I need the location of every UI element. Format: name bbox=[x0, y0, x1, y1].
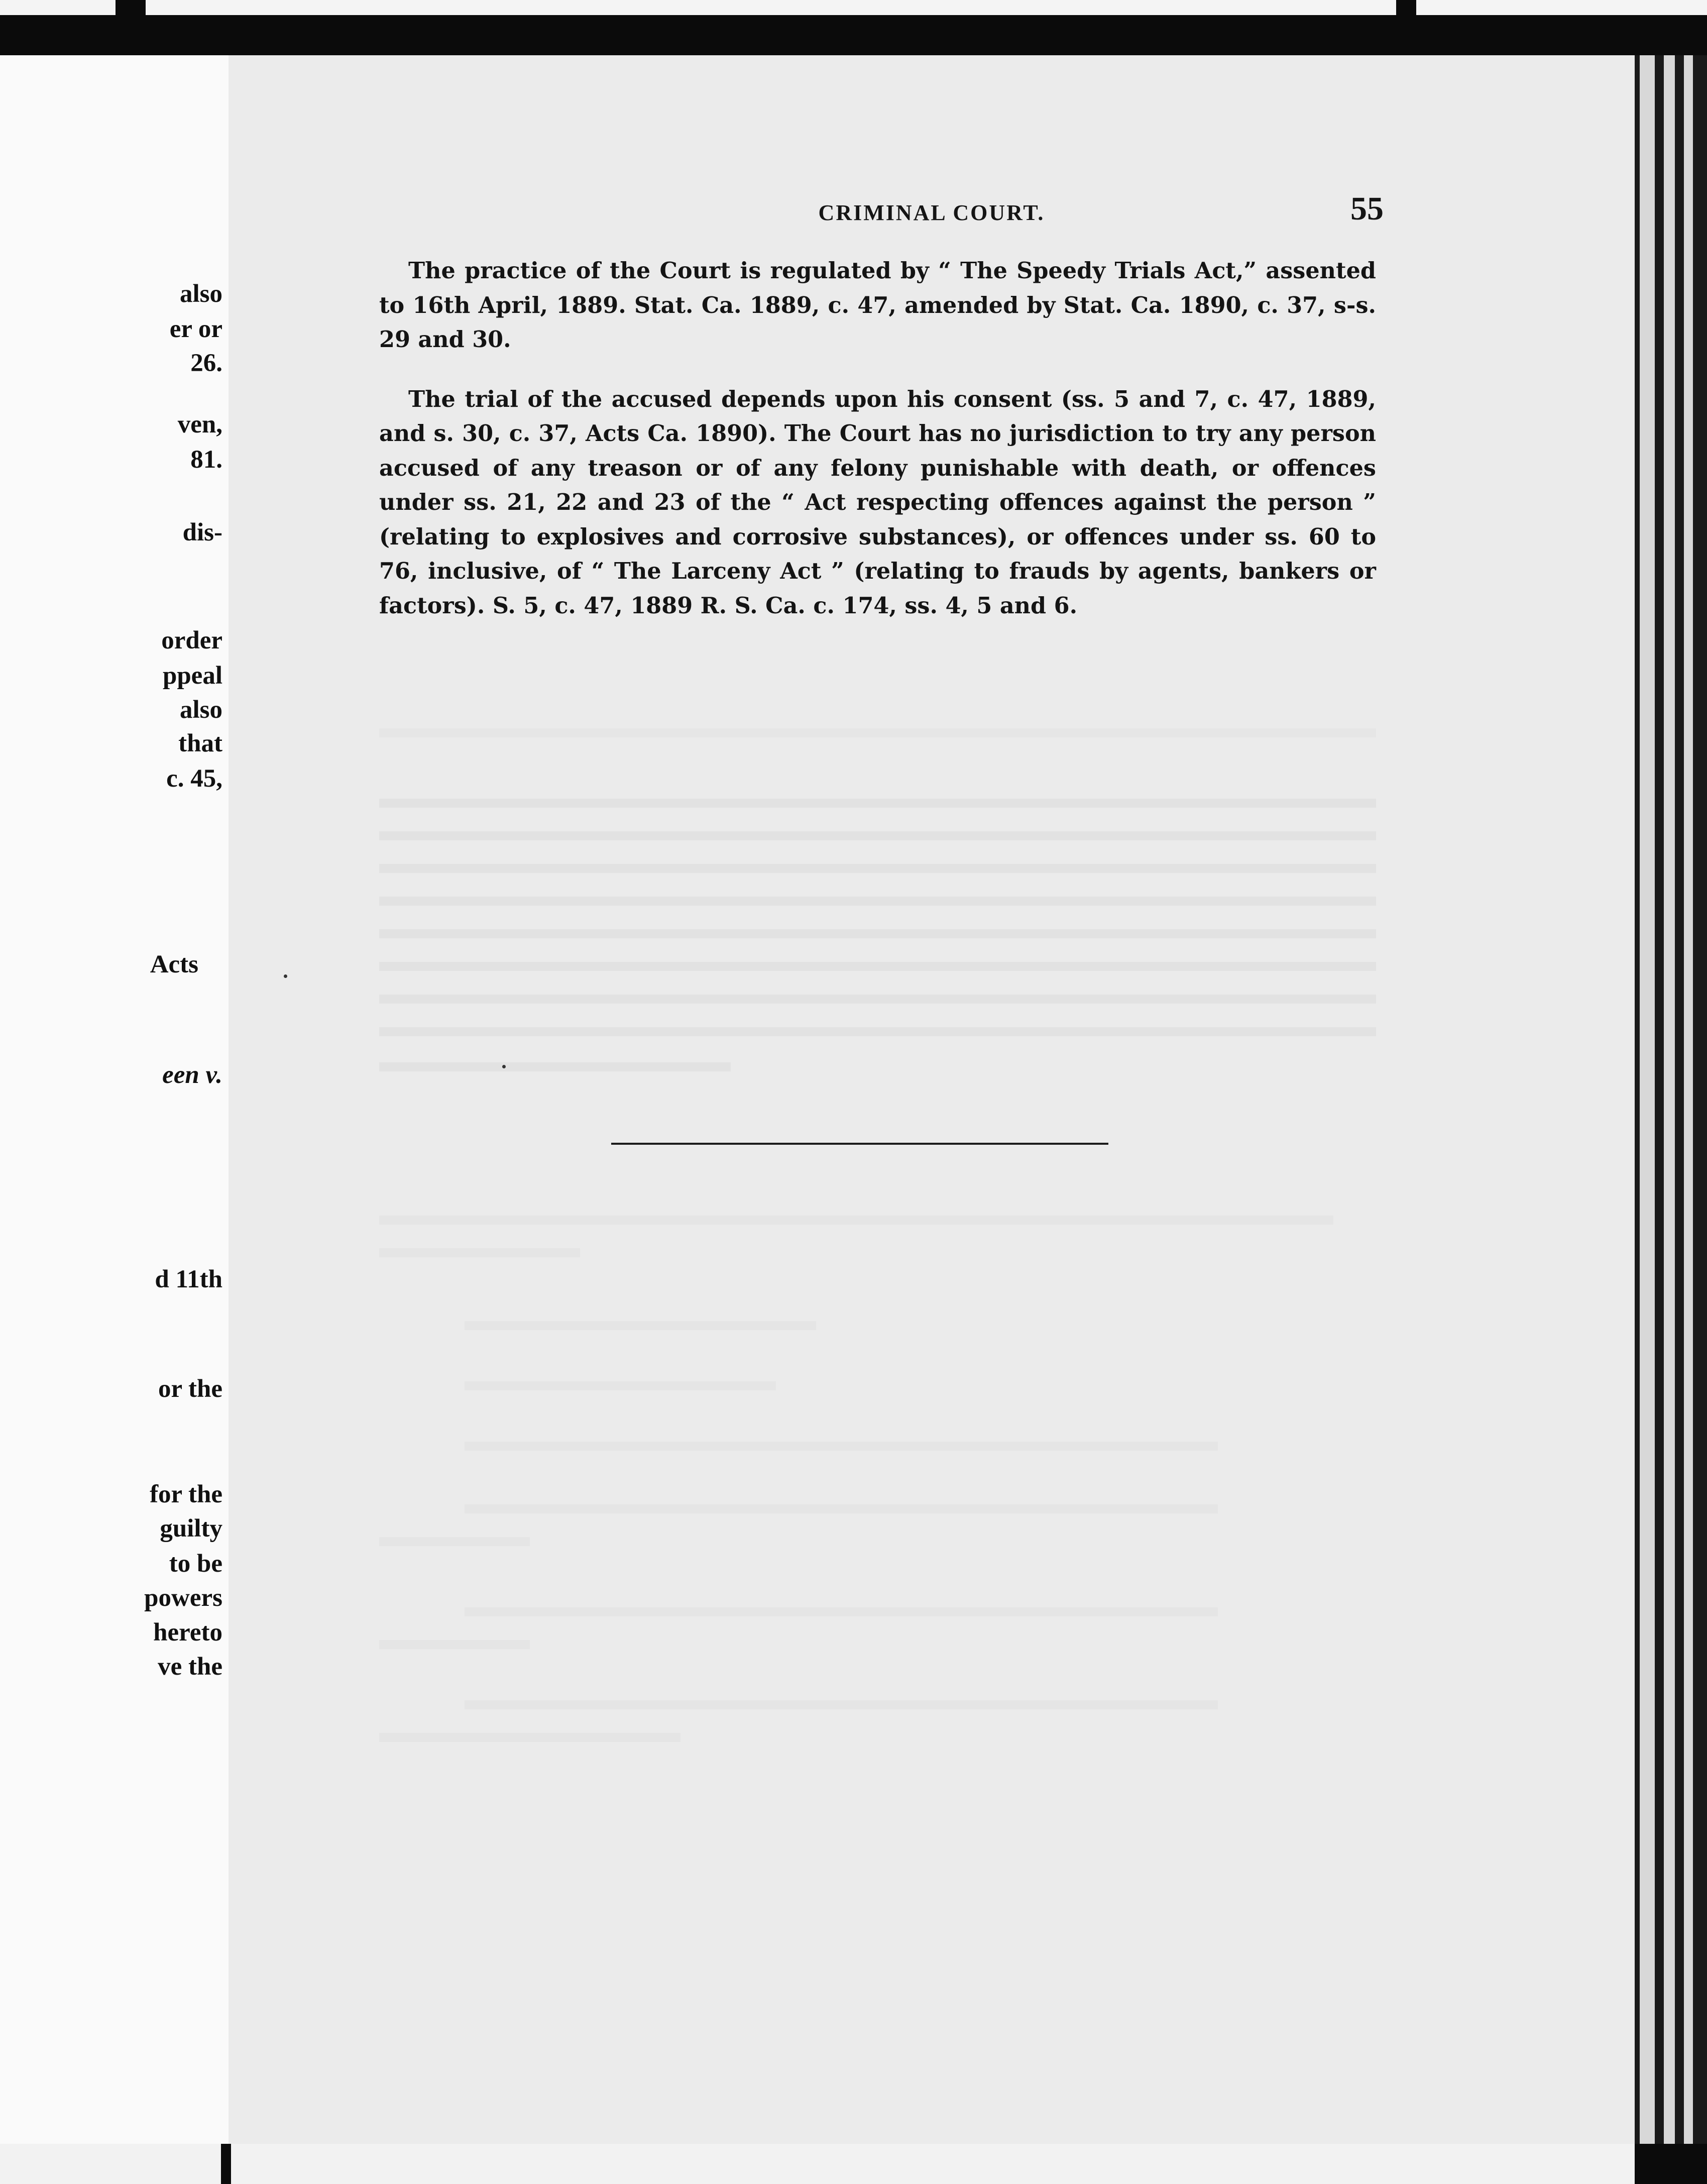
bleed-through-line bbox=[379, 1640, 530, 1649]
bleed-through-line bbox=[465, 1381, 776, 1390]
bleed-through-line bbox=[379, 728, 1376, 737]
main-page bbox=[229, 55, 1635, 2144]
left-fragment-line: ven, bbox=[177, 410, 222, 439]
left-fragment-line: 81. bbox=[190, 446, 222, 474]
bleed-through-line bbox=[379, 1027, 1376, 1036]
left-fragment-line: er or bbox=[169, 315, 222, 343]
next-frame-edge bbox=[0, 2144, 1707, 2184]
left-fragment-line: d 11th bbox=[155, 1265, 222, 1293]
scan-speck bbox=[502, 1065, 506, 1068]
section-rule bbox=[611, 1143, 1108, 1145]
bleed-through-line bbox=[465, 1700, 1218, 1709]
left-fragment-line: also bbox=[179, 696, 222, 724]
previous-frame-edge bbox=[0, 0, 1707, 15]
bleed-through-line bbox=[379, 1733, 680, 1742]
bleed-through-line bbox=[465, 1504, 1218, 1513]
bleed-through-line bbox=[465, 1321, 816, 1330]
left-fragment-line: to be bbox=[169, 1550, 222, 1578]
left-fragment-line: that bbox=[178, 729, 222, 757]
left-fragment-line: een v. bbox=[162, 1061, 222, 1089]
left-fragment-line: hereto bbox=[153, 1618, 222, 1647]
bleed-through-line bbox=[379, 995, 1376, 1004]
scan-speck bbox=[284, 974, 287, 978]
paragraph-speedy-trials: The practice of the Court is regulated by “ The Speedy Trials Act,” assented to 16th April, 1889. Stat. Ca. 1889, c. 47, amended by Stat. Ca. 1890, c. 37, s-s. 29 and 30. bbox=[379, 258, 1376, 353]
bleed-through-line bbox=[379, 799, 1376, 808]
left-fragment-line: Acts bbox=[150, 950, 198, 978]
page-body bbox=[379, 254, 1376, 623]
left-fragment-line: ve the bbox=[158, 1653, 222, 1681]
bleed-through-line bbox=[465, 1607, 1218, 1616]
left-fragment-line: also bbox=[179, 280, 222, 308]
bleed-through-line bbox=[379, 1062, 731, 1071]
bleed-through-line bbox=[379, 897, 1376, 906]
left-fragment-line: 26. bbox=[190, 349, 222, 377]
running-title: CRIMINAL COURT. bbox=[818, 200, 1045, 225]
left-fragment-line: powers bbox=[144, 1584, 222, 1612]
bleed-through-line bbox=[465, 1442, 1218, 1451]
left-page-fragment bbox=[0, 55, 229, 2144]
bleed-through-line bbox=[379, 1248, 580, 1257]
paragraph-jurisdiction: The trial of the accused depends upon his consent (ss. 5 and 7, c. 47, 1889, and s. 30, c. 37, Acts Ca. 1890). The Court has no jurisdiction to try any person accused of any treason or of any felony punishable with death, or offences under ss. 21, 22 and 23 of the “ Act respecting offences against the person ” (relating to explosives and corrosive substances), or offences under ss. 60 to 76, inclusive, of “ The Larceny Act ” (relating to frauds by agents, bankers or factors). S. 5, c. 47, 1889 R. S. Ca. c. 174, ss. 4, 5 and 6. bbox=[379, 386, 1376, 619]
bleed-through-line bbox=[379, 1537, 530, 1546]
page-edge-right bbox=[1635, 55, 1707, 2144]
bleed-through-line bbox=[379, 864, 1376, 873]
left-fragment-line: c. 45, bbox=[166, 765, 222, 793]
bleed-through-line bbox=[379, 962, 1376, 971]
page-number: 55 bbox=[1350, 190, 1384, 227]
left-fragment-line: guilty bbox=[160, 1514, 222, 1543]
left-fragment-line: for the bbox=[150, 1480, 222, 1508]
bleed-through-line bbox=[379, 1216, 1333, 1225]
left-fragment-line: order bbox=[161, 626, 222, 654]
bleed-through-line bbox=[379, 831, 1376, 840]
bleed-through-line bbox=[379, 929, 1376, 938]
left-fragment-line: or the bbox=[158, 1375, 222, 1403]
left-fragment-line: dis- bbox=[182, 518, 222, 547]
left-fragment-line: ppeal bbox=[162, 662, 222, 690]
